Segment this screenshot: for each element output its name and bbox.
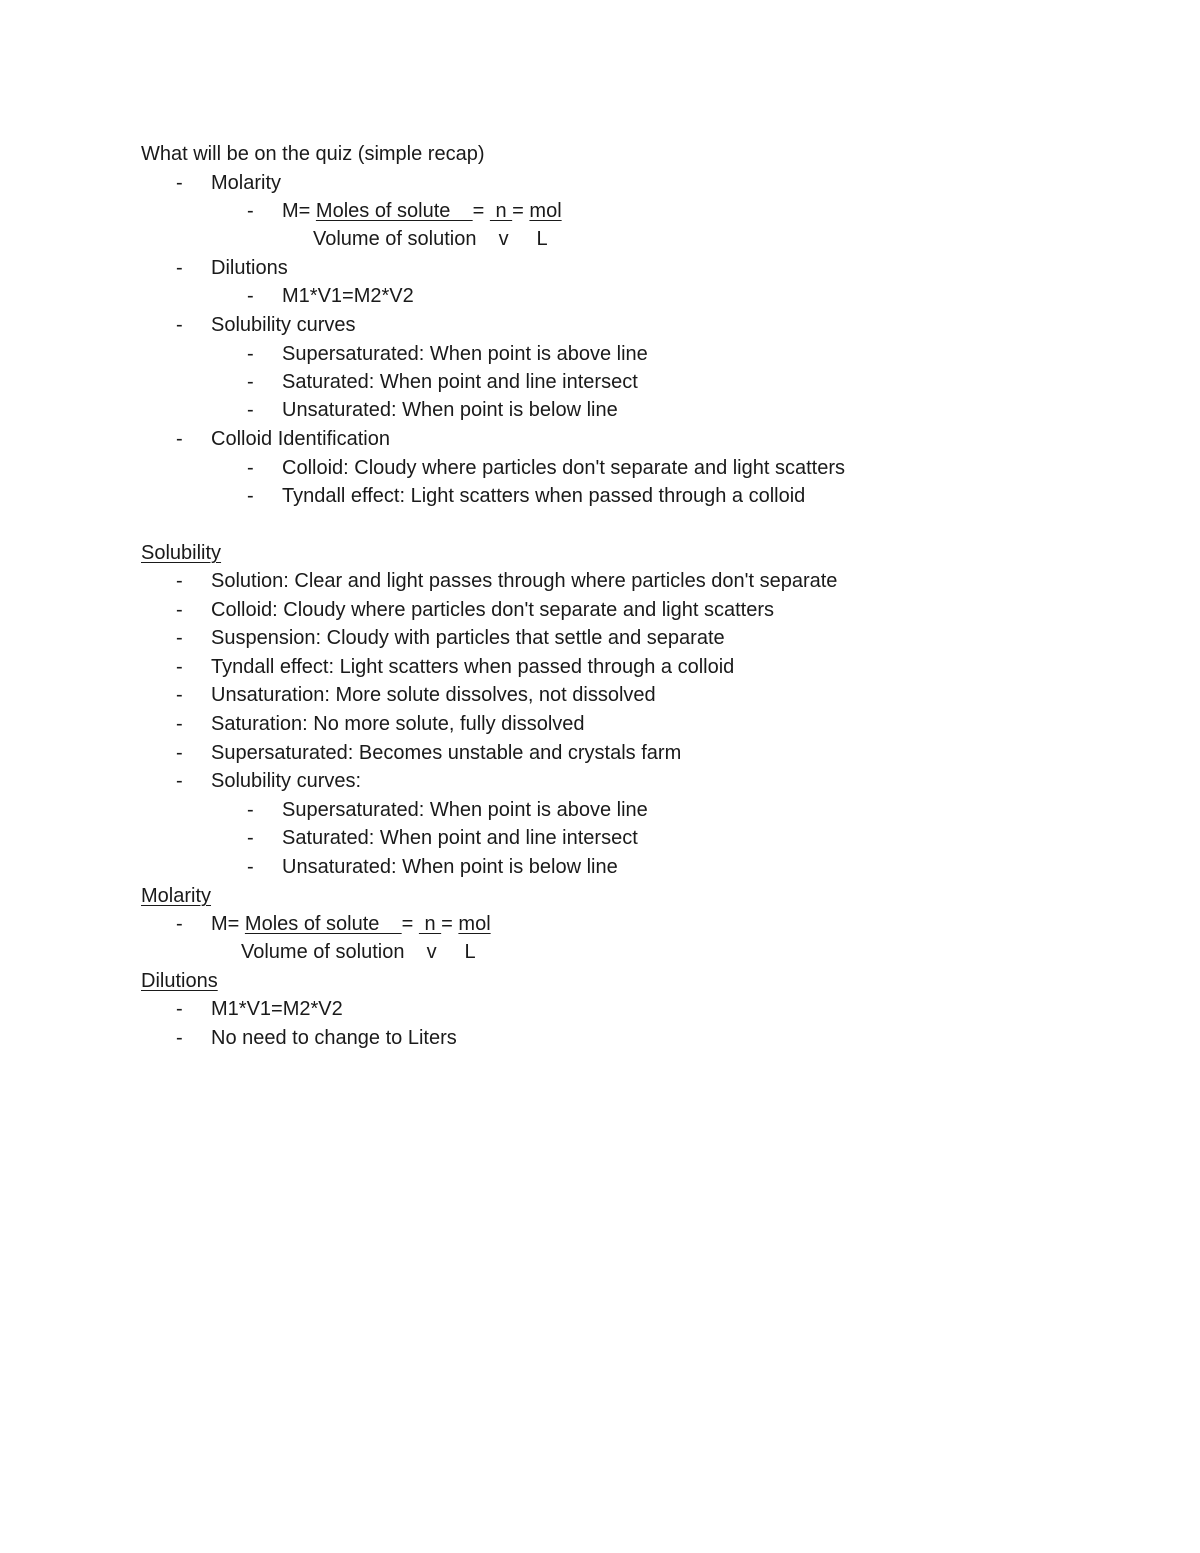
formula-n: n — [489, 200, 513, 222]
bullet: - — [176, 627, 183, 649]
bullet: - — [176, 570, 183, 592]
bullet: - — [247, 343, 254, 365]
list-item: M1*V1=M2*V2 — [211, 998, 343, 1020]
bullet: - — [176, 713, 183, 735]
list-item: Suspension: Cloudy with particles that settle and separate — [211, 627, 725, 649]
formula-mol: mol — [458, 913, 491, 935]
bullet: - — [247, 285, 254, 307]
bullet: - — [176, 998, 183, 1020]
dilutions-heading: Dilutions — [141, 970, 218, 992]
bullet: - — [247, 799, 254, 821]
bullet: - — [176, 314, 183, 336]
bullet: - — [247, 457, 254, 479]
quiz-molarity-formula: M= Moles of solute = n = mol — [282, 200, 562, 222]
solubility-heading: Solubility — [141, 542, 222, 564]
quiz-dilutions-label: Dilutions — [211, 257, 288, 279]
bullet: - — [176, 656, 183, 678]
formula-mol: mol — [529, 200, 562, 222]
quiz-curves-label: Solubility curves — [211, 314, 356, 336]
list-item: Unsaturation: More solute dissolves, not dissolved — [211, 684, 656, 706]
quiz-title: What will be on the quiz (simple recap) — [141, 143, 485, 165]
bullet: - — [247, 200, 254, 222]
quiz-molarity-label: Molarity — [211, 172, 282, 194]
bullet: - — [247, 399, 254, 421]
list-item: Unsaturated: When point is below line — [282, 399, 618, 421]
list-item: Colloid: Cloudy where particles don't separate and light scatters — [211, 599, 775, 621]
bullet: - — [176, 172, 183, 194]
list-item: Supersaturated: When point is above line — [282, 343, 648, 365]
list-item: Saturated: When point and line intersect — [282, 371, 638, 393]
list-item: Tyndall effect: Light scatters when passed through a colloid — [282, 485, 806, 507]
bullet: - — [176, 742, 183, 764]
formula-numerator: Moles of solute — [315, 200, 473, 222]
list-item: Colloid: Cloudy where particles don't separate and light scatters — [282, 457, 846, 479]
bullet: - — [247, 856, 254, 878]
formula-n: n — [418, 913, 442, 935]
quiz-dilutions-formula: M1*V1=M2*V2 — [282, 285, 414, 307]
list-item: No need to change to Liters — [211, 1027, 457, 1049]
bullet: - — [176, 770, 183, 792]
list-item: Saturated: When point and line intersect — [282, 827, 638, 849]
bullet: - — [247, 827, 254, 849]
molarity-denominator: Volume of solution v L — [241, 941, 476, 963]
bullet: - — [176, 257, 183, 279]
bullet: - — [176, 913, 183, 935]
list-item: Supersaturated: When point is above line — [282, 799, 648, 821]
list-item: Solution: Clear and light passes through where particles don't separate — [211, 570, 838, 592]
bullet: - — [176, 599, 183, 621]
bullet: - — [176, 428, 183, 450]
bullet: - — [176, 1027, 183, 1049]
bullet: - — [176, 684, 183, 706]
bullet: - — [247, 371, 254, 393]
quiz-colloid-label: Colloid Identification — [211, 428, 390, 450]
molarity-heading: Molarity — [141, 885, 212, 907]
quiz-molarity-denominator: Volume of solution v L — [313, 228, 548, 250]
bullet: - — [247, 485, 254, 507]
list-item: Tyndall effect: Light scatters when passed through a colloid — [211, 656, 735, 678]
list-item: Unsaturated: When point is below line — [282, 856, 618, 878]
list-item: Supersaturated: Becomes unstable and crystals farm — [211, 742, 682, 764]
molarity-formula: M= Moles of solute = n = mol — [211, 913, 491, 935]
list-item: Solubility curves: — [211, 770, 362, 792]
formula-numerator: Moles of solute — [244, 913, 402, 935]
list-item: Saturation: No more solute, fully dissolved — [211, 713, 585, 735]
